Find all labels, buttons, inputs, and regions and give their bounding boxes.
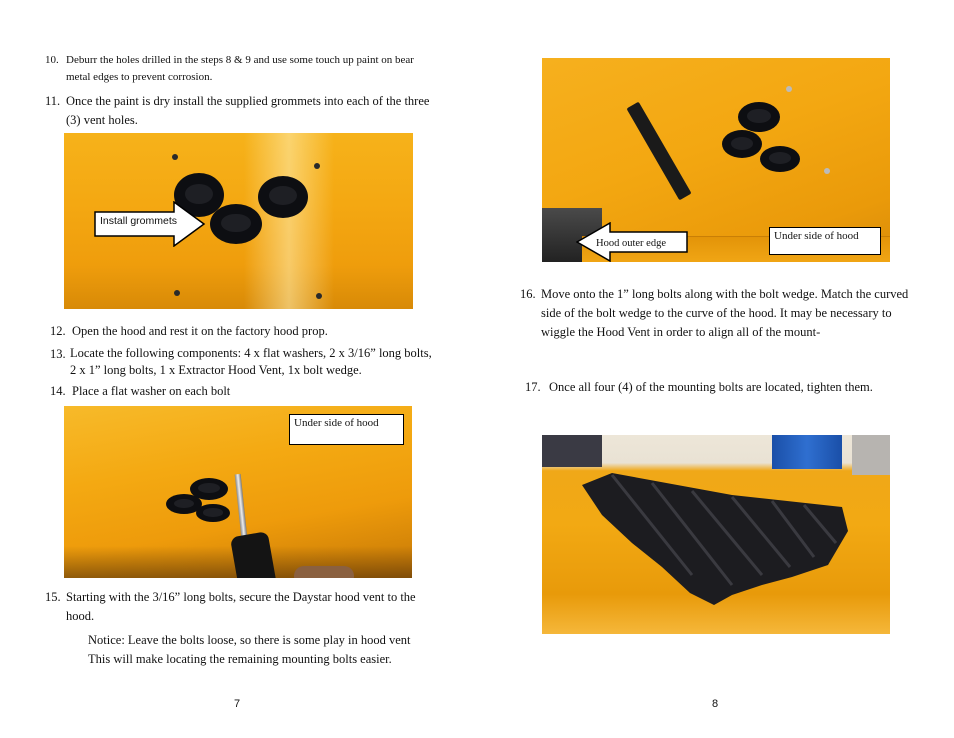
step-text: Once all four (4) of the mounting bolts are located, tighten them. — [549, 380, 873, 394]
step-text: Open the hood and rest it on the factory hood prop. — [72, 324, 328, 338]
photo-bolt-wedge — [542, 58, 890, 262]
bolt-hole — [174, 290, 180, 296]
grommet — [722, 130, 762, 158]
grommet — [760, 146, 800, 172]
photo-installed-hood-vent — [542, 435, 890, 634]
grommet — [258, 176, 308, 218]
bolt-head — [824, 168, 830, 174]
photo-underside-washer — [64, 406, 412, 578]
page-number: 8 — [712, 698, 719, 710]
bolt-head — [786, 86, 792, 92]
bolt-hole — [314, 163, 320, 169]
step-number: 10. — [45, 54, 59, 66]
step-number: 16. — [520, 287, 536, 301]
step-number: 12. — [50, 324, 66, 338]
grommet — [196, 504, 230, 522]
hand — [294, 566, 354, 578]
bolt-hole — [172, 154, 178, 160]
photo-installed-grommets — [64, 133, 413, 309]
step-text: Once the paint is dry install the supplied grommets into each of the three (3) vent holes. — [66, 94, 430, 127]
step-text: Deburr the holes drilled in the steps 8 & 9 and use some touch up paint on bear metal edges to prevent corrosion. — [66, 54, 414, 83]
step-text: Move onto the 1” long bolts along with the bolt wedge. Match the curved side of the bolt wedge to the curve of the hood. It may be necessary to wiggle the Hood Vent in order to align all of the mount- — [541, 287, 909, 339]
step-number: 15. — [45, 590, 61, 604]
step-text: Place a flat washer on each bolt — [72, 384, 231, 398]
photo-label-right: Under side of hood — [769, 227, 881, 255]
photo-label: Install grommets — [100, 215, 178, 227]
screwdriver-handle — [230, 531, 276, 578]
screwdriver-shaft — [235, 474, 248, 538]
step-number: 11. — [45, 94, 61, 108]
step-number: 13. — [50, 347, 66, 361]
grommet — [738, 102, 780, 132]
step-text: Locate the following components: 4 x flat washers, 2 x 3/16” long bolts, 2 x 1” long bolts, 1 x Extractor Hood Vent, 1x bolt wedge. — [70, 346, 432, 377]
grommet — [210, 204, 262, 244]
step-number: 17. — [525, 380, 541, 394]
step-text: Starting with the 3/16” long bolts, secure the Daystar hood vent to the hood. — [66, 590, 416, 623]
photo-label: Under side of hood — [289, 414, 404, 445]
bolt-hole — [316, 293, 322, 299]
notice-line-1: Notice: Leave the bolts loose, so there is some play in hood vent — [88, 633, 411, 647]
hood-vent — [542, 435, 890, 634]
step-number: 14. — [50, 384, 66, 398]
photo-label-left: Hood outer edge — [596, 238, 666, 249]
bolt-wedge — [626, 102, 691, 201]
notice-line-2: This will make locating the remaining mounting bolts easier. — [88, 652, 392, 666]
page-number: 7 — [234, 698, 241, 710]
